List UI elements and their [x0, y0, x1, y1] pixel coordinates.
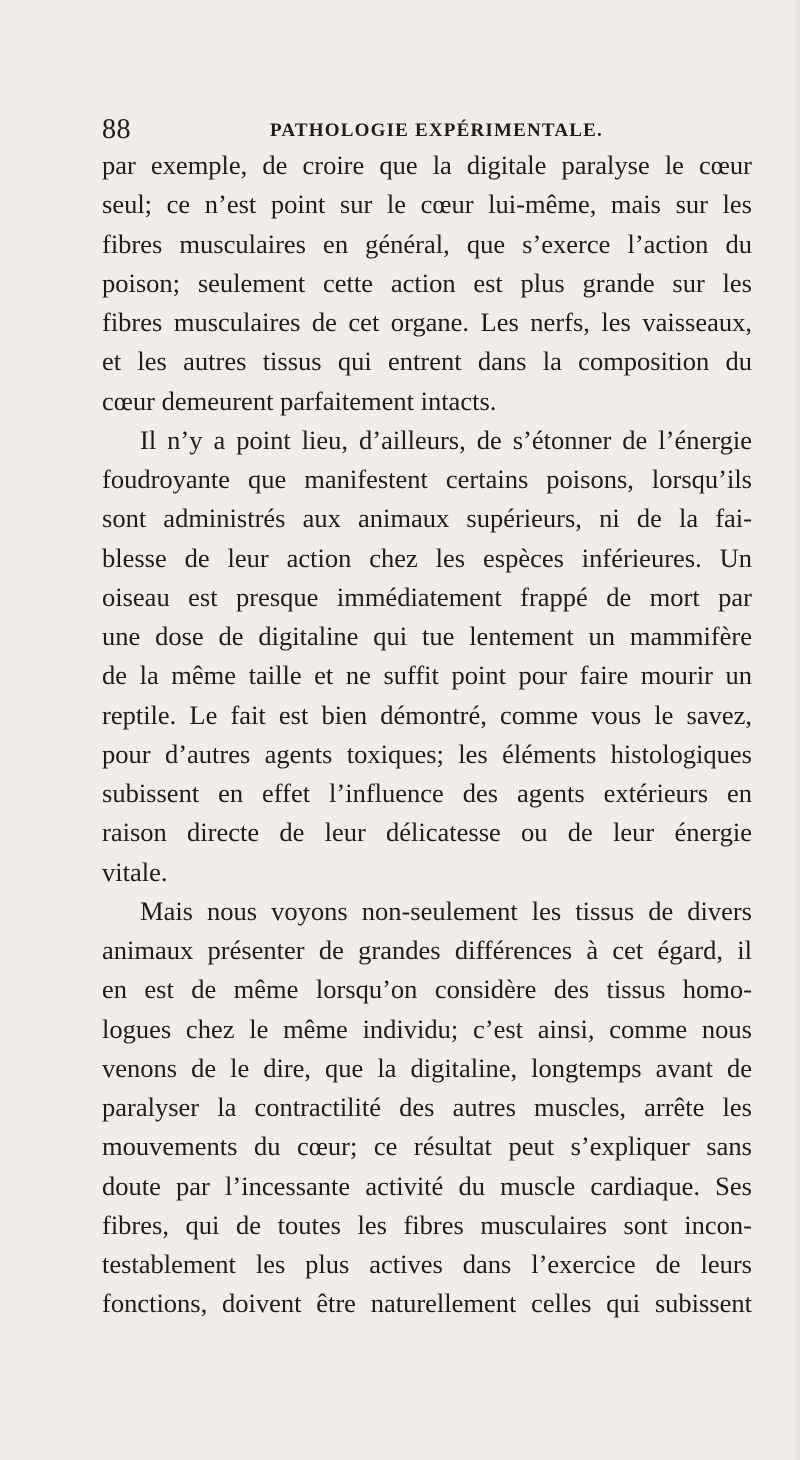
text-line: blesse de leur action chez les espèces inférieures. Un [102, 542, 752, 573]
text-line: poison; seulement cette action est plus grande sur les [102, 267, 752, 298]
running-title: PATHOLOGIE EXPÉRIMENTALE. [270, 120, 603, 141]
paragraph-start-line: Mais nous voyons non-seulement les tissus de divers [140, 895, 752, 926]
text-line: vitale. [102, 856, 168, 887]
text-line: de la même taille et ne suffit point pour faire mourir un [102, 660, 752, 691]
paragraph-start-line: Il n’y a point lieu, d’ailleurs, de s’étonner de l’énergie [140, 424, 752, 455]
text-line: sont administrés aux animaux supérieurs, ni de la fai- [102, 503, 752, 534]
text-line: paralyser la contractilité des autres muscles, arrête les [102, 1092, 752, 1122]
text-line: mouvements du cœur; ce résultat peut s’expliquer sans [102, 1131, 752, 1162]
text-line: par exemple, de croire que la digitale paralyse le cœur [102, 150, 752, 180]
text-line: pour d’autres agents toxiques; les éléments histologiques [102, 738, 752, 769]
text-line: cœur demeurent parfaitement intacts. [102, 385, 497, 416]
text-line: venons de le dire, que la digitaline, longtemps avant de [102, 1052, 752, 1083]
text-line: oiseau est presque immédiatement frappé de mort par [102, 581, 752, 612]
text-line: seul; ce n’est point sur le cœur lui-même, mais sur les [102, 189, 752, 220]
text-line: doute par l’incessante activité du muscle cardiaque. Ses [102, 1170, 752, 1201]
text-line: foudroyante que manifestent certains poisons, lorsqu’ils [102, 464, 752, 494]
page-header [102, 112, 752, 148]
text-line: une dose de digitaline qui tue lentement un mammifère [102, 621, 752, 651]
text-line: raison directe de leur délicatesse ou de leur énergie [102, 817, 752, 848]
text-line: reptile. Le fait est bien démontré, comme vous le savez, [102, 699, 752, 730]
text-line: subissent en effet l’influence des agents extérieurs en [102, 778, 752, 808]
text-line: fonctions, doivent être naturellement celles qui subissent [102, 1288, 752, 1319]
text-line: et les autres tissus qui entrent dans la composition du [102, 346, 752, 377]
page-edge-shadow [792, 0, 800, 1460]
text-line: fibres, qui de toutes les fibres musculaires sont incon- [102, 1209, 752, 1240]
page-number: 88 [102, 114, 131, 145]
body-text [102, 146, 752, 1324]
text-line: testablement les plus actives dans l’exercice de leurs [102, 1249, 752, 1279]
text-line: logues chez le même individu; c’est ainsi, comme nous [102, 1013, 752, 1044]
text-line: animaux présenter de grandes différences à cet égard, il [102, 935, 752, 965]
text-line: en est de même lorsqu’on considère des tissus homo- [102, 974, 752, 1005]
text-line: fibres musculaires en général, que s’exerce l’action du [102, 228, 752, 259]
text-line: fibres musculaires de cet organe. Les nerfs, les vaisseaux, [102, 307, 752, 337]
